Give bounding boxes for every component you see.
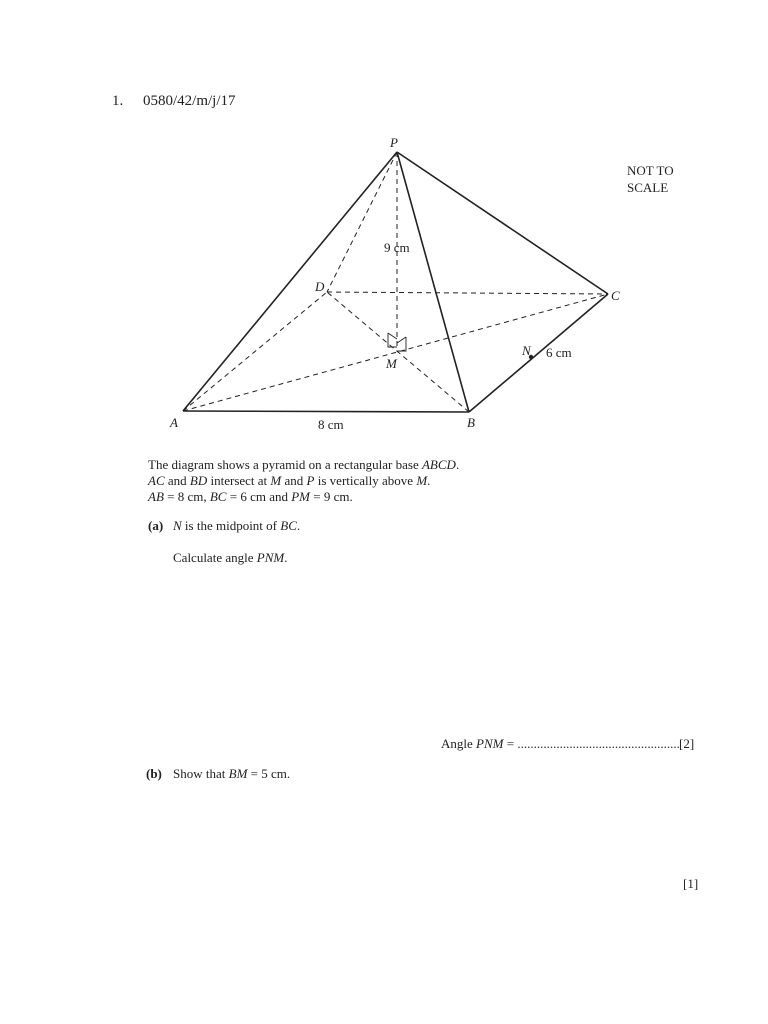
- part-b-label: (b): [146, 766, 162, 781]
- question-intro: [148, 457, 459, 505]
- label-D: D: [315, 279, 325, 294]
- pyramid-diagram: [0, 0, 768, 460]
- diagonal-AC: [183, 294, 608, 411]
- part-b-statement: Show that BM = 5 cm.: [173, 766, 291, 781]
- dimension-height: 9 cm: [384, 240, 410, 255]
- edge-PC: [397, 152, 608, 294]
- label-M: M: [386, 356, 397, 371]
- dimension-bc: 6 cm: [546, 345, 572, 360]
- edge-AD: [183, 292, 327, 411]
- edge-PD: [327, 152, 397, 292]
- diagonal-BD: [327, 292, 469, 412]
- intro-line-2: AC and BD intersect at M and P is vertically above M.: [148, 473, 431, 488]
- label-P: P: [390, 135, 398, 150]
- edge-DC: [327, 292, 608, 294]
- question-number: 1.: [112, 93, 124, 109]
- part-a-marks: [2]: [679, 736, 695, 751]
- not-to-scale-line-2: SCALE: [627, 180, 669, 195]
- intro-line-3: AB = 8 cm, BC = 6 cm and PM = 9 cm.: [148, 489, 353, 504]
- label-C: C: [611, 288, 620, 303]
- part-a-label: (a): [148, 518, 164, 533]
- part-a-answer-line[interactable]: Angle PNM = ..................................................: [441, 736, 680, 751]
- right-angle-marker-2: [397, 337, 406, 351]
- edge-PA: [183, 152, 397, 411]
- answer-blank[interactable]: ..................................................: [517, 736, 680, 751]
- intro-line-1: The diagram shows a pyramid on a rectangular base ABCD.: [148, 457, 460, 472]
- not-to-scale-line-1: NOT TO: [627, 163, 674, 178]
- edge-AB: [183, 411, 469, 412]
- label-A: A: [170, 415, 178, 430]
- part-b-marks: [1]: [683, 876, 699, 891]
- question-code: 0580/42/m/j/17: [143, 93, 236, 109]
- right-angle-marker-1: [388, 333, 397, 347]
- dimension-ab: 8 cm: [318, 417, 344, 432]
- edge-BC: [469, 294, 608, 412]
- part-a-instruction: Calculate angle PNM.: [173, 550, 288, 565]
- part-a-statement: N is the midpoint of BC.: [173, 518, 301, 533]
- label-N: N: [522, 343, 531, 358]
- label-B: B: [467, 415, 475, 430]
- edge-PB: [397, 152, 469, 412]
- not-to-scale-note: [627, 162, 707, 196]
